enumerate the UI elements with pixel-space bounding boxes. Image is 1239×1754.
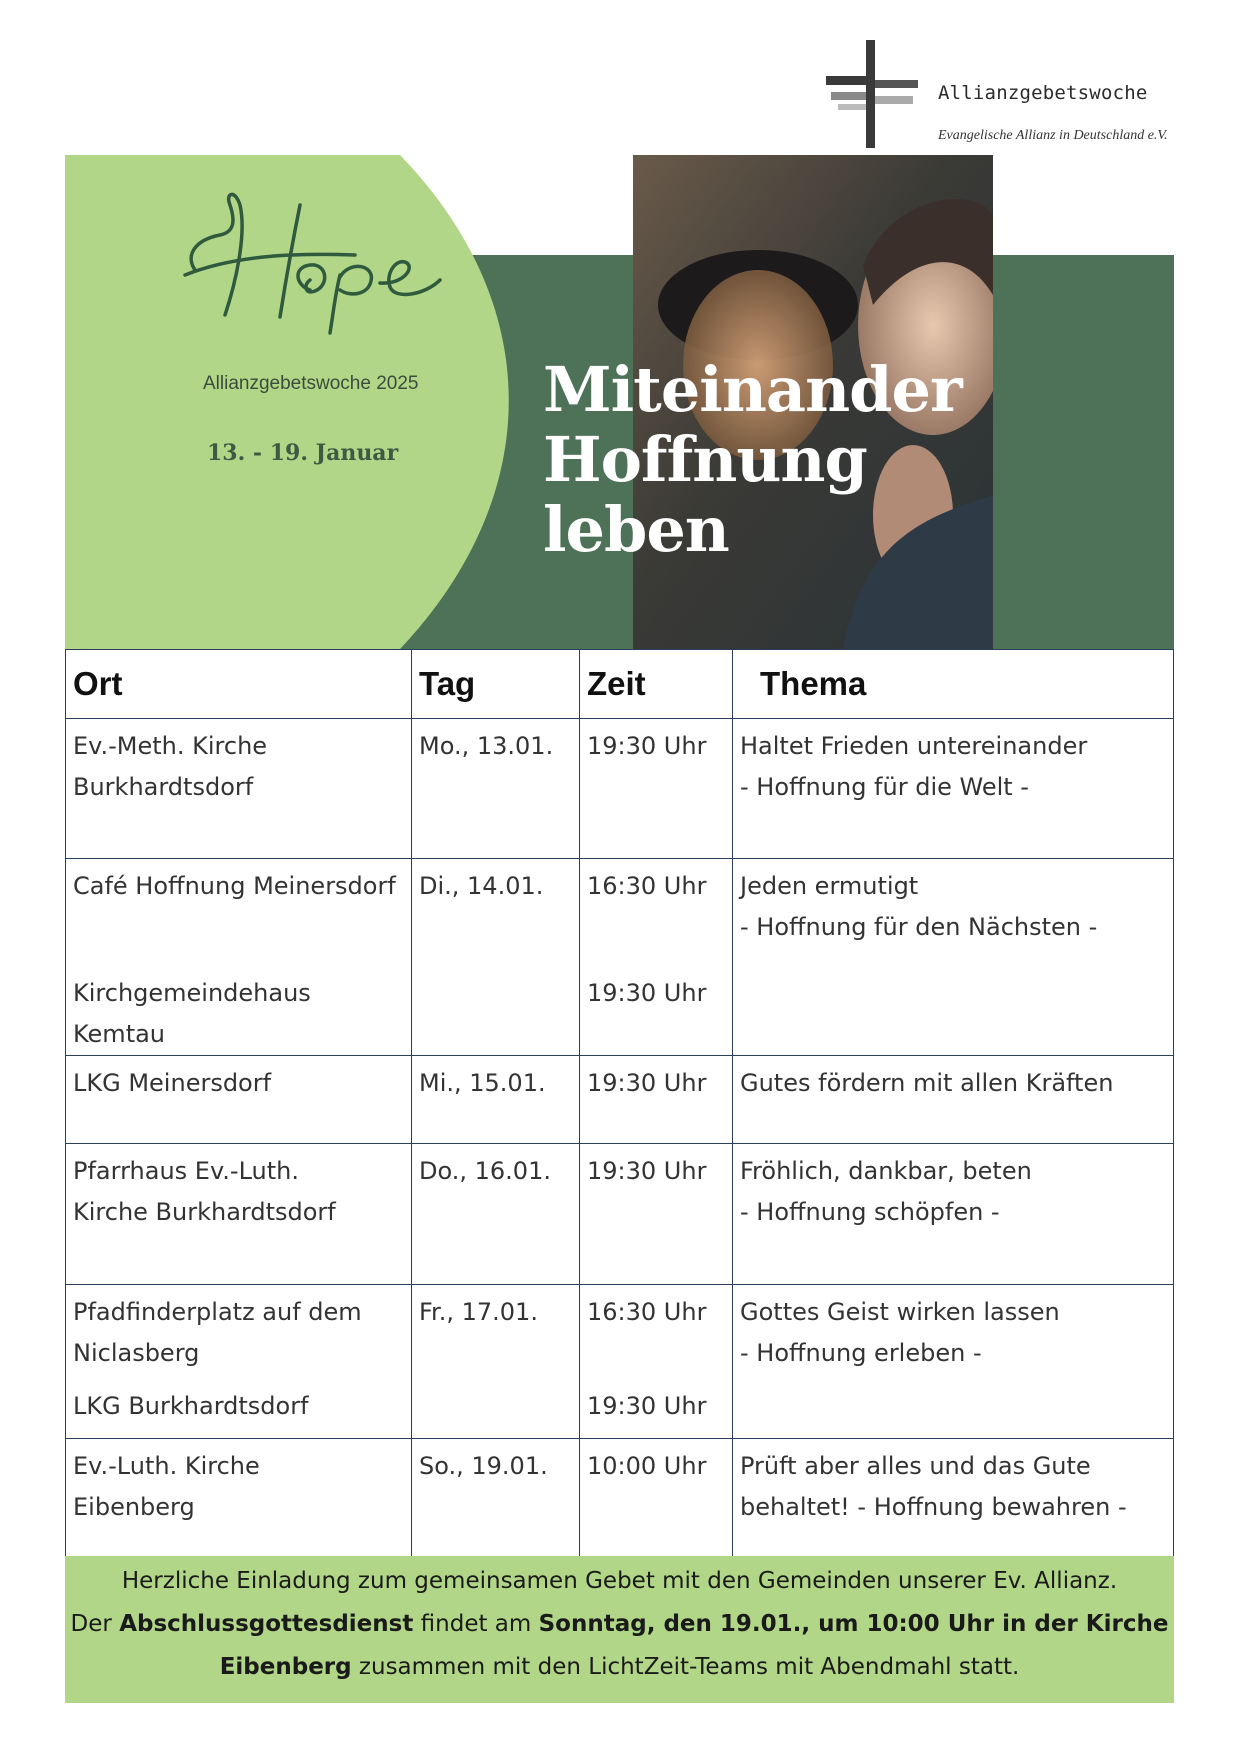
- thema-line: Haltet Frieden untereinander: [740, 732, 1088, 760]
- footer-bold: Abschlussgottesdienst: [119, 1611, 414, 1637]
- invitation-footer: [65, 1556, 1174, 1703]
- cell-zeit: [580, 859, 733, 1056]
- ort-line: Café Hoffnung Meinersdorf: [73, 872, 396, 900]
- cell-tag: Fr., 17.01.: [412, 1285, 580, 1439]
- zeit-line: 19:30 Uhr: [587, 979, 707, 1007]
- footer-bold: Sonntag, den 19.01., um 10:00 Uhr in der Kirche: [538, 1611, 1169, 1637]
- event-line: Allianzgebetswoche 2025: [203, 373, 419, 394]
- thema-line: - Hoffnung erleben -: [740, 1339, 982, 1367]
- table-row: [66, 1285, 1174, 1439]
- cell-ort: [66, 859, 412, 1056]
- thema-line: - Hoffnung schöpfen -: [740, 1198, 1000, 1226]
- ort-line: LKG Meinersdorf: [73, 1069, 272, 1097]
- cell-thema: [733, 1144, 1174, 1285]
- footer-line-1: Herzliche Einladung zum gemeinsamen Gebet mit den Gemeinden unserer Ev. Allianz.: [121, 1568, 1118, 1594]
- table-row: [66, 859, 1174, 1056]
- ort-line: Burkhardtsdorf: [73, 773, 254, 801]
- thema-line: Prüft aber alles und das Gute: [740, 1452, 1091, 1480]
- footer-text: findet am: [413, 1611, 539, 1637]
- ort-line: Ev.-Meth. Kirche: [73, 732, 268, 760]
- cell-thema: [733, 719, 1174, 859]
- ort-line: Pfadfinderplatz auf dem: [73, 1298, 362, 1326]
- cell-thema: [733, 1285, 1174, 1439]
- footer-bold: Eibenberg: [219, 1654, 352, 1680]
- cell-ort: [66, 1144, 412, 1285]
- cell-tag: Do., 16.01.: [412, 1144, 580, 1285]
- thema-line: behaltet! - Hoffnung bewahren -: [740, 1493, 1127, 1521]
- ort-line: Eibenberg: [73, 1493, 195, 1521]
- hero-banner: [65, 155, 1174, 649]
- cell-thema: [733, 859, 1174, 1056]
- table-row: [66, 719, 1174, 859]
- alliance-logo: [826, 40, 1206, 150]
- zeit-line: 16:30 Uhr: [587, 1298, 707, 1326]
- cell-zeit: [580, 1144, 733, 1285]
- header-ort: Ort: [66, 650, 412, 719]
- header-thema: Thema: [733, 650, 1174, 719]
- footer-text: Der: [70, 1611, 120, 1637]
- header-zeit: Zeit: [580, 650, 733, 719]
- footer-line-2: [65, 1603, 1174, 1646]
- cell-thema: [733, 1056, 1174, 1144]
- cell-zeit: [580, 1285, 733, 1439]
- thema-line: Gottes Geist wirken lassen: [740, 1298, 1060, 1326]
- zeit-line: 19:30 Uhr: [587, 1157, 707, 1185]
- zeit-line: 19:30 Uhr: [587, 1069, 707, 1097]
- date-range: 13. - 19. Januar: [207, 440, 399, 466]
- thema-line: - Hoffnung für die Welt -: [740, 773, 1029, 801]
- ort-line: Kirchgemeindehaus Kemtau: [73, 979, 311, 1048]
- cell-tag: So., 19.01.: [412, 1439, 580, 1581]
- cell-ort: [66, 1285, 412, 1439]
- zeit-line: 19:30 Uhr: [587, 1392, 707, 1420]
- ort-line: Pfarrhaus Ev.-Luth.: [73, 1157, 299, 1185]
- hope-script-logo: [175, 185, 495, 335]
- cell-tag: Mo., 13.01.: [412, 719, 580, 859]
- thema-line: Gutes fördern mit allen Kräften: [740, 1069, 1114, 1097]
- headline-line-2: Hoffnung: [543, 423, 867, 496]
- table-header-row: [66, 650, 1174, 719]
- schedule-table: [65, 649, 1174, 1581]
- ort-line: Niclasberg: [73, 1339, 200, 1367]
- cell-ort: [66, 719, 412, 859]
- thema-line: Jeden ermutigt: [740, 872, 919, 900]
- table-row: [66, 1056, 1174, 1144]
- ort-line: Kirche Burkhardtsdorf: [73, 1198, 336, 1226]
- headline-line-3: leben: [543, 493, 729, 566]
- table-row: [66, 1144, 1174, 1285]
- zeit-line: 16:30 Uhr: [587, 872, 707, 900]
- cross-logo-icon: [826, 40, 918, 148]
- footer-text: zusammen mit den LichtZeit-Teams mit Abendmahl statt.: [351, 1654, 1020, 1680]
- cell-tag: Mi., 15.01.: [412, 1056, 580, 1144]
- zeit-line: 19:30 Uhr: [587, 732, 707, 760]
- cell-zeit: [580, 719, 733, 859]
- ort-line: Ev.-Luth. Kirche: [73, 1452, 260, 1480]
- cell-ort: [66, 1056, 412, 1144]
- cell-zeit: [580, 1056, 733, 1144]
- headline-line-1: Miteinander: [543, 353, 962, 426]
- cell-tag: Di., 14.01.: [412, 859, 580, 1056]
- logo-subtitle: Evangelische Allianz in Deutschland e.V.: [938, 128, 1168, 143]
- thema-line: - Hoffnung für den Nächsten -: [740, 913, 1098, 941]
- header-tag: Tag: [412, 650, 580, 719]
- ort-line: LKG Burkhardtsdorf: [73, 1392, 309, 1420]
- thema-line: Fröhlich, dankbar, beten: [740, 1157, 1032, 1185]
- footer-line-3: [65, 1646, 1174, 1689]
- logo-name: Allianzgebetswoche: [938, 82, 1148, 104]
- headline: [543, 355, 962, 565]
- zeit-line: 10:00 Uhr: [587, 1452, 707, 1480]
